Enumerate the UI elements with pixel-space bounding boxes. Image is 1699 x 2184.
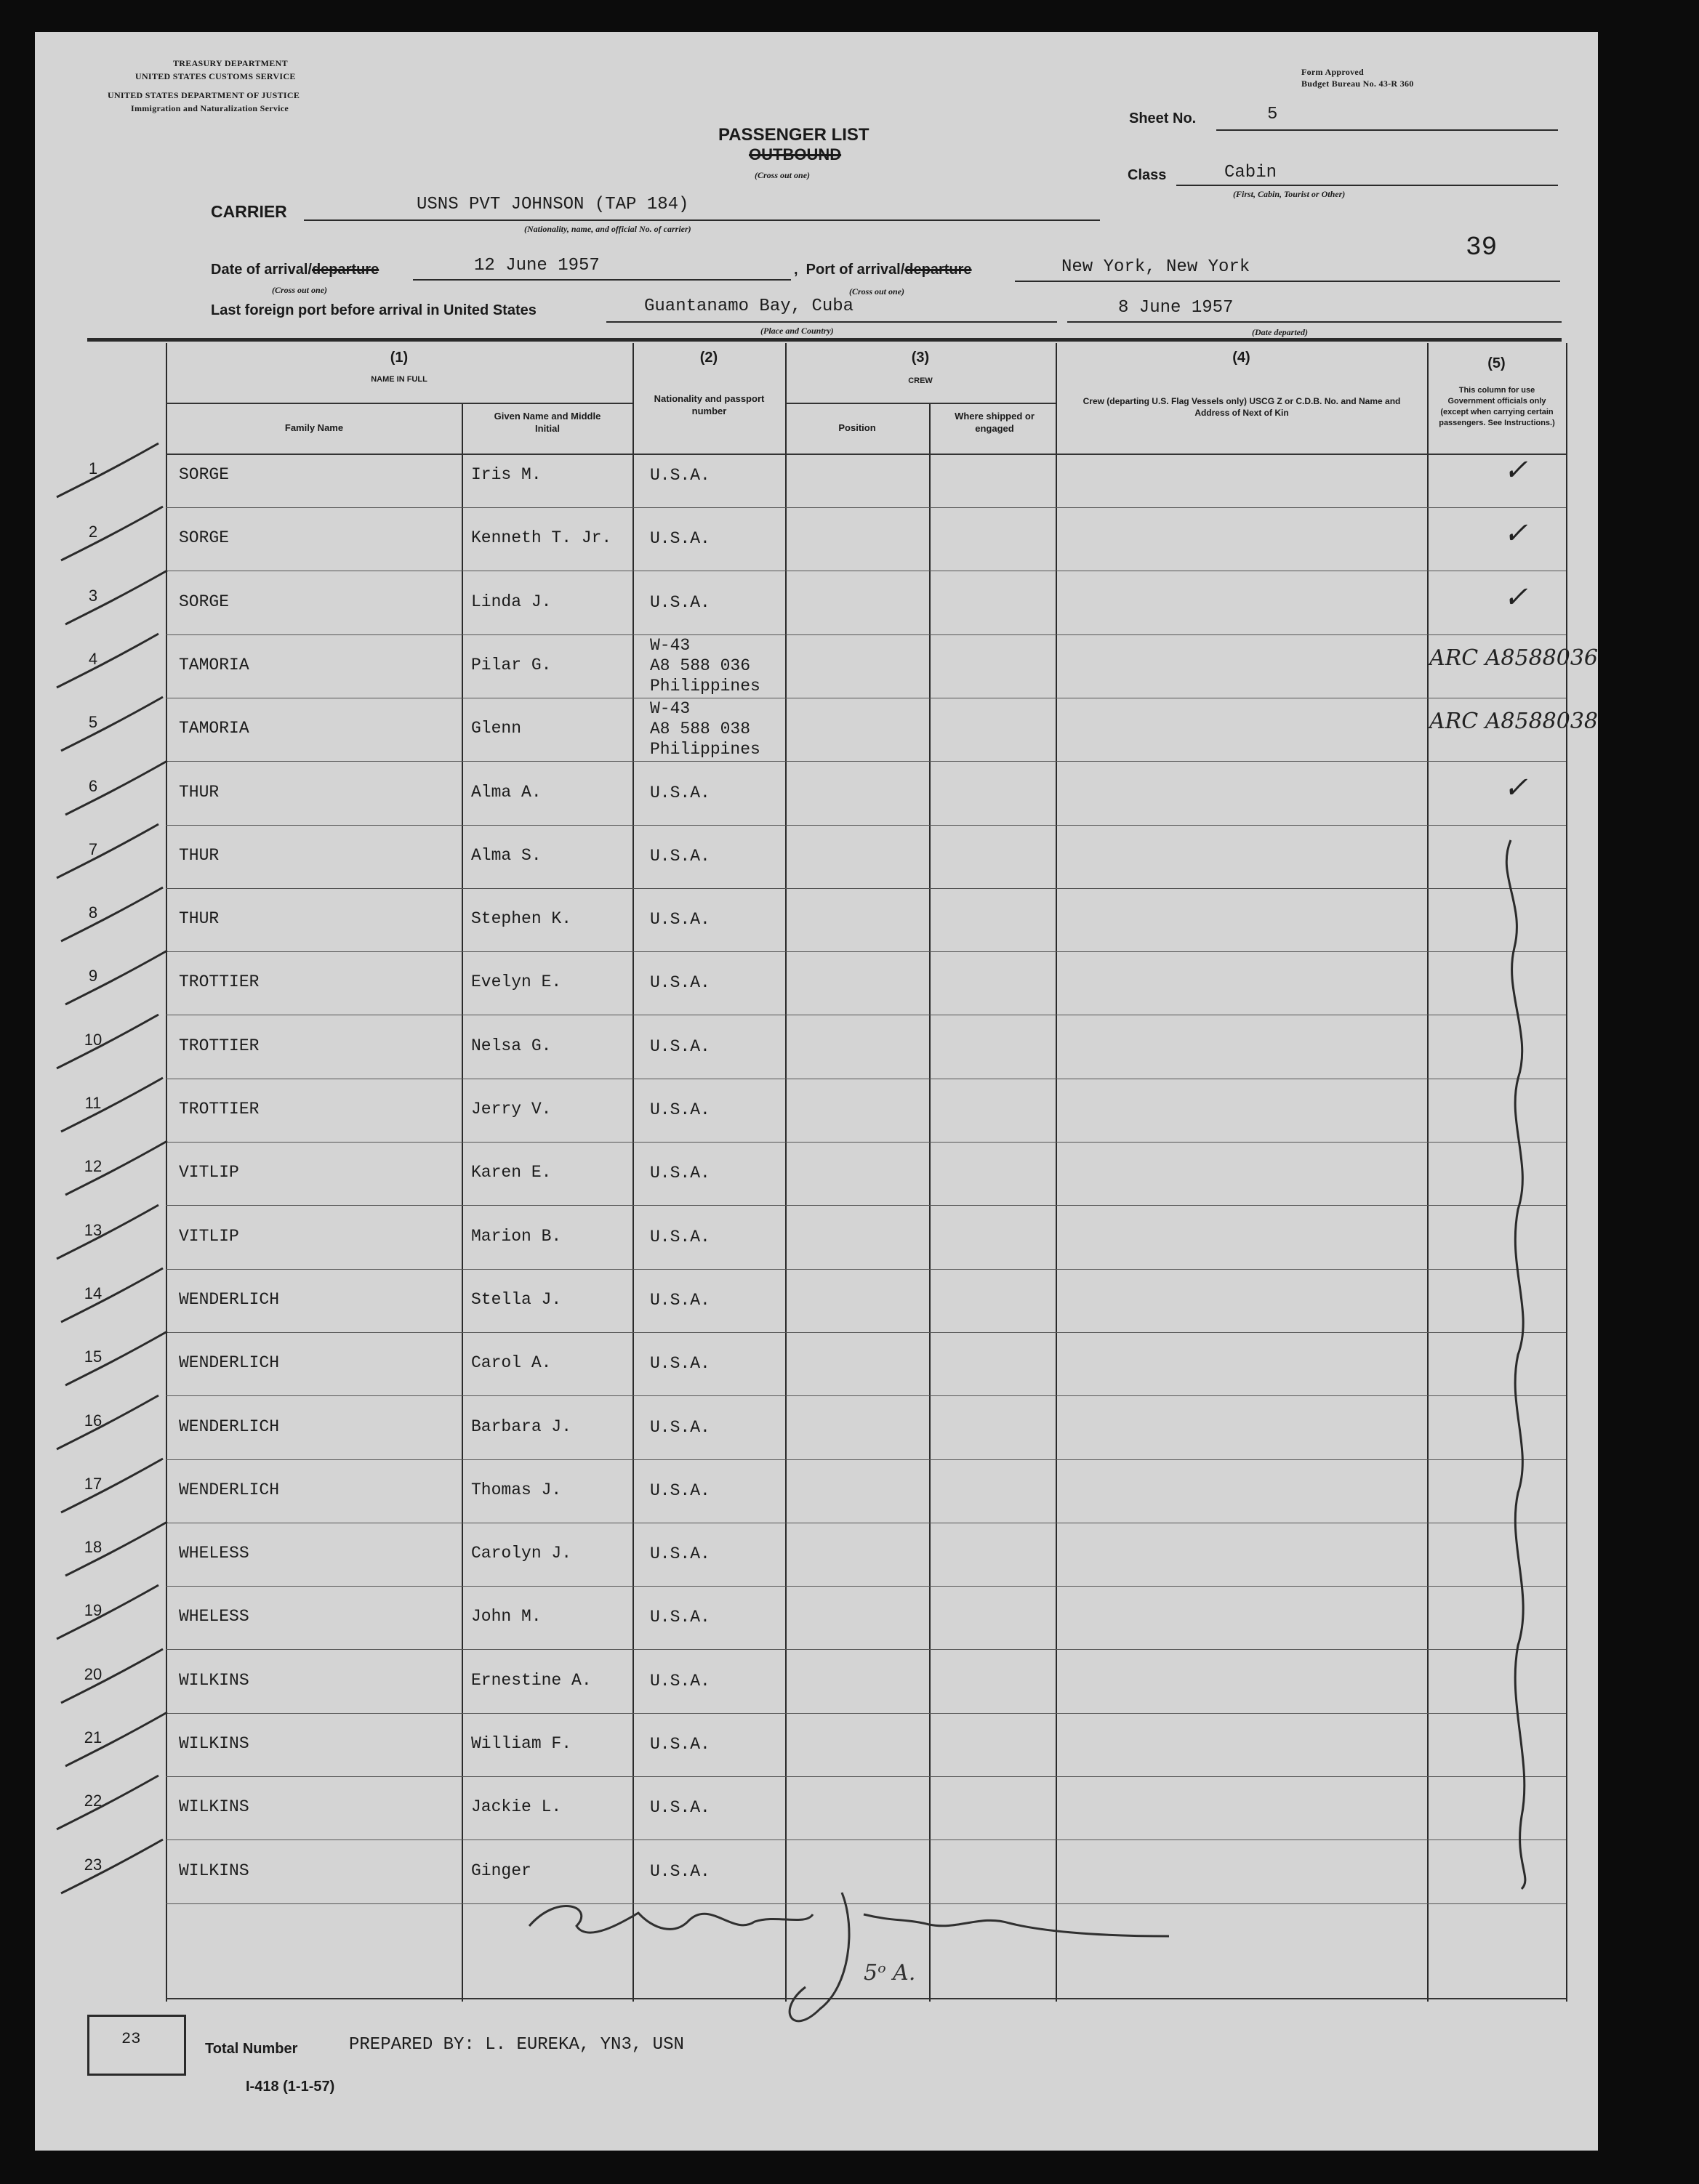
nationality-line: U.S.A. [650, 1862, 710, 1881]
row-tick-stroke [57, 443, 158, 497]
check-mark: ✓ [1503, 771, 1528, 805]
row-number: 8 [88, 903, 98, 922]
col3-where-header: Where shipped or engaged [955, 411, 1035, 434]
row-number: 23 [84, 1855, 103, 1874]
row-tick-stroke [65, 1331, 167, 1385]
last-port-caption: (Place and Country) [760, 326, 834, 336]
nationality-line: U.S.A. [650, 593, 710, 612]
total-label: Total Number [205, 2041, 298, 2057]
nationality-line: U.S.A. [650, 466, 710, 485]
agency-line-3: UNITED STATES DEPARTMENT OF JUSTICE [108, 90, 300, 100]
row-tick-stroke [65, 1712, 167, 1766]
column5-bracket-curve [1506, 840, 1525, 1889]
given-name: Barbara J. [471, 1417, 572, 1436]
given-name: Alma A. [471, 783, 542, 802]
check-mark: ✓ [1503, 454, 1528, 487]
date-caption: (Cross out one) [272, 285, 328, 295]
row-number: 1 [88, 459, 98, 478]
row-number: 18 [84, 1538, 103, 1556]
given-name: Karen E. [471, 1163, 552, 1182]
family-name: WHELESS [179, 1607, 249, 1626]
row-tick-stroke [57, 1585, 158, 1639]
row-tick-stroke [65, 1141, 167, 1195]
nationality-line: U.S.A. [650, 1672, 710, 1691]
row-number: 9 [88, 967, 98, 985]
given-name: Carol A. [471, 1353, 552, 1372]
family-name: SORGE [179, 528, 230, 547]
form-title: PASSENGER LIST [718, 125, 869, 145]
col3-number: (3) [911, 350, 930, 366]
port-label: , Port of arrival/departure [794, 262, 972, 278]
row-tick-stroke [61, 1840, 163, 1893]
given-name: Nelsa G. [471, 1036, 552, 1055]
col1-number: (1) [390, 350, 409, 366]
nationality-line: W-43 [650, 636, 691, 655]
handwriting-overlay [35, 32, 1598, 2151]
nationality-line: U.S.A. [650, 1608, 710, 1627]
check-mark: ✓ [1503, 517, 1528, 550]
family-name: TAMORIA [179, 656, 249, 674]
col5-header: This column for use Government officials only (except when carrying certain passengers. See Instructions.) [1439, 386, 1555, 427]
family-name: WENDERLICH [179, 1290, 280, 1309]
col2-number: (2) [699, 350, 718, 366]
row-tick-stroke [57, 1015, 158, 1068]
passenger-list-sheet [35, 32, 1598, 2151]
row-number: 14 [84, 1284, 103, 1302]
arrival-date: 12 June 1957 [474, 256, 600, 275]
row-number: 10 [84, 1031, 103, 1049]
family-name: WENDERLICH [179, 1480, 280, 1499]
row-number: 17 [84, 1475, 103, 1493]
row-number: 13 [84, 1221, 103, 1239]
given-name: Glenn [471, 719, 522, 738]
nationality-line: U.S.A. [650, 1291, 710, 1310]
family-name: TROTTIER [179, 1100, 260, 1119]
agency-line-4: Immigration and Naturalization Service [131, 103, 289, 113]
nationality-line: U.S.A. [650, 910, 710, 929]
family-name: WENDERLICH [179, 1417, 280, 1436]
col4-number: (4) [1232, 350, 1250, 366]
row-number: 21 [84, 1728, 103, 1746]
row-tick-stroke [65, 761, 167, 815]
carrier-caption: (Nationality, name, and official No. of carrier) [524, 224, 691, 234]
row-number: 2 [88, 523, 98, 541]
nationality-line: U.S.A. [650, 1164, 710, 1182]
signature-annotation: 5ᵒ A. [864, 1960, 916, 1986]
col3-title: CREW [908, 376, 933, 385]
last-port-value: Guantanamo Bay, Cuba [644, 297, 854, 316]
nationality-line: U.S.A. [650, 1100, 710, 1119]
total-value: 23 [121, 2030, 141, 2048]
agency-line-2: UNITED STATES CUSTOMS SERVICE [135, 71, 296, 81]
family-name: WENDERLICH [179, 1353, 280, 1372]
date-departed: 8 June 1957 [1118, 298, 1234, 318]
row-tick-stroke [57, 1776, 158, 1829]
family-name: VITLIP [179, 1163, 239, 1182]
given-name: Stella J. [471, 1290, 562, 1309]
date-label: Date of arrival/departure [211, 262, 379, 278]
nationality-line: A8 588 038 [650, 720, 751, 738]
row-tick-stroke [65, 951, 167, 1004]
given-name: Thomas J. [471, 1480, 562, 1499]
family-name: WHELESS [179, 1544, 249, 1563]
given-name: Ginger [471, 1861, 531, 1880]
family-name: TAMORIA [179, 719, 249, 738]
last-port-label: Last foreign port before arrival in United States [211, 302, 537, 318]
row-tick-stroke [57, 1395, 158, 1449]
col1-given-header: Given Name and Middle Initial [494, 411, 601, 434]
port-value: New York, New York [1061, 257, 1250, 277]
given-name: Jerry V. [471, 1100, 552, 1119]
title-caption: (Cross out one) [755, 170, 811, 180]
nationality-line: U.S.A. [650, 973, 710, 992]
signature-scrawl [529, 1893, 1169, 2021]
class-caption: (First, Cabin, Tourist or Other) [1233, 189, 1346, 199]
row-tick-stroke [61, 697, 163, 751]
given-name: Stephen K. [471, 909, 572, 928]
nationality-line: Philippines [650, 677, 760, 696]
row-tick-stroke [61, 1459, 163, 1512]
given-name: Kenneth T. Jr. [471, 528, 612, 547]
col1-family-header: Family Name [284, 422, 344, 433]
given-name: Evelyn E. [471, 972, 562, 991]
row-number: 20 [84, 1665, 103, 1683]
nationality-line: W-43 [650, 699, 691, 718]
col5-number: (5) [1487, 355, 1506, 371]
class-label: Class [1128, 167, 1167, 183]
form-number: I-418 (1-1-57) [246, 2079, 335, 2095]
nationality-line: U.S.A. [650, 1735, 710, 1754]
nationality-line: U.S.A. [650, 847, 710, 866]
date-departed-caption: (Date departed) [1252, 327, 1308, 337]
row-tick-stroke [61, 507, 163, 560]
row-tick-stroke [61, 887, 163, 941]
nationality-line: U.S.A. [650, 529, 710, 548]
row-tick-stroke [65, 1522, 167, 1576]
given-name: Pilar G. [471, 656, 552, 674]
check-mark: ✓ [1503, 581, 1528, 614]
form-title-struck: OUTBOUND [749, 145, 842, 164]
family-name: WILKINS [179, 1861, 249, 1880]
nationality-line: U.S.A. [650, 1354, 710, 1373]
given-name: Iris M. [471, 465, 542, 484]
row-tick-stroke [61, 1649, 163, 1703]
row-number: 19 [84, 1601, 103, 1619]
nationality-line: U.S.A. [650, 1798, 710, 1817]
row-number: 6 [88, 777, 98, 795]
family-name: SORGE [179, 465, 230, 484]
prepared-by: PREPARED BY: L. EUREKA, YN3, USN [349, 2035, 684, 2055]
alien-registration-note: ARC A8588038 [1429, 709, 1598, 734]
given-name: Linda J. [471, 592, 552, 611]
budget-bureau-number: Budget Bureau No. 43-R 360 [1301, 78, 1414, 89]
family-name: THUR [179, 783, 220, 802]
nationality-line: U.S.A. [650, 1037, 710, 1056]
nationality-line: U.S.A. [650, 1228, 710, 1246]
nationality-line: U.S.A. [650, 1481, 710, 1500]
nationality-line: Philippines [650, 740, 760, 759]
family-name: THUR [179, 846, 220, 865]
col4-header: Crew (departing U.S. Flag Vessels only) USCG Z or C.D.B. No. and Name and Address of Next of Kin [1083, 396, 1401, 418]
row-number: 15 [84, 1347, 103, 1366]
row-number: 11 [84, 1094, 102, 1112]
row-number: 7 [88, 840, 98, 858]
given-name: Marion B. [471, 1227, 562, 1246]
family-name: WILKINS [179, 1797, 249, 1816]
sheet-number: 5 [1267, 105, 1278, 124]
given-name: Ernestine A. [471, 1671, 592, 1690]
row-tick-stroke [57, 1205, 158, 1259]
class-value: Cabin [1224, 163, 1277, 182]
family-name: WILKINS [179, 1734, 249, 1753]
row-number: 3 [88, 587, 98, 605]
row-tick-stroke [61, 1078, 163, 1132]
col1-title: NAME IN FULL [371, 375, 427, 384]
family-name: WILKINS [179, 1671, 249, 1690]
sheet-label: Sheet No. [1129, 110, 1197, 126]
alien-registration-note: ARC A8588036 [1429, 645, 1598, 671]
row-tick-marks [57, 443, 167, 1893]
family-name: SORGE [179, 592, 230, 611]
row-number: 4 [88, 650, 98, 668]
stamp-number: 39 [1466, 233, 1498, 262]
row-number: 22 [84, 1792, 103, 1810]
family-name: THUR [179, 909, 220, 928]
row-number: 5 [88, 713, 98, 731]
nationality-line: A8 588 036 [650, 656, 751, 675]
given-name: William F. [471, 1734, 572, 1753]
row-tick-stroke [61, 1268, 163, 1322]
row-number: 16 [84, 1411, 103, 1430]
agency-line-1: TREASURY DEPARTMENT [173, 58, 288, 68]
form-approved: Form Approved [1301, 67, 1365, 77]
row-tick-stroke [57, 634, 158, 688]
family-name: VITLIP [179, 1227, 239, 1246]
row-tick-stroke [65, 571, 167, 624]
carrier-value: USNS PVT JOHNSON (TAP 184) [417, 195, 689, 214]
given-name: Carolyn J. [471, 1544, 572, 1563]
given-name: John M. [471, 1607, 542, 1626]
family-name: TROTTIER [179, 972, 260, 991]
carrier-label: CARRIER [211, 202, 287, 221]
col2-header: Nationality and passport number [654, 393, 765, 416]
family-name: TROTTIER [179, 1036, 260, 1055]
given-name: Alma S. [471, 846, 542, 865]
col3-position-header: Position [838, 422, 876, 433]
nationality-line: U.S.A. [650, 1544, 710, 1563]
row-number: 12 [84, 1157, 103, 1175]
port-caption: (Cross out one) [849, 286, 905, 297]
row-tick-stroke [57, 824, 158, 878]
given-name: Jackie L. [471, 1797, 562, 1816]
nationality-line: U.S.A. [650, 1418, 710, 1437]
nationality-line: U.S.A. [650, 783, 710, 802]
